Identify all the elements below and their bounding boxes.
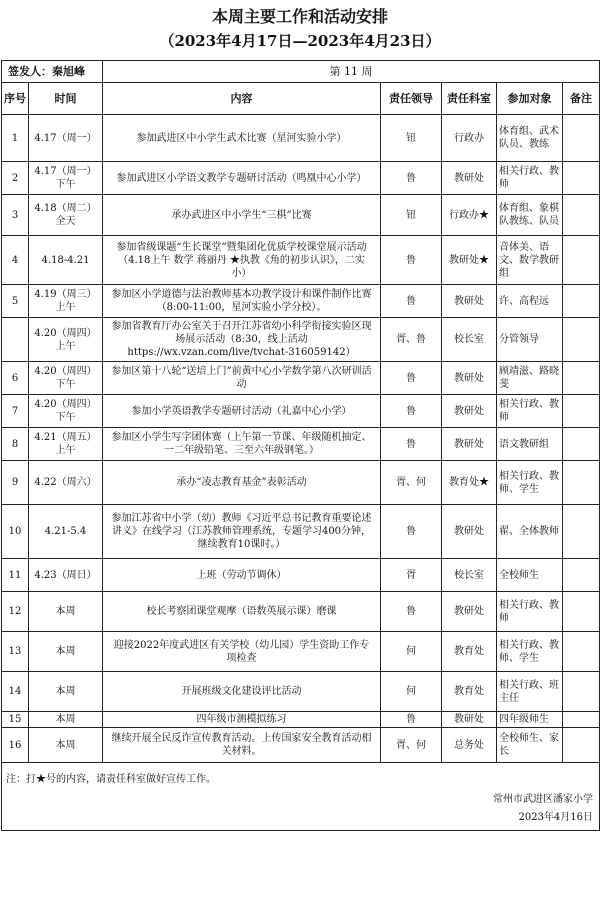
row-content: 参加区小学生写字团体赛（上午第一节课、年级随机抽定、一二年级铅笔、三至六年级钢笔。） [103, 428, 381, 461]
row-number: 4 [2, 236, 29, 285]
row-dept: 校长室 [442, 559, 497, 592]
table-row [2, 285, 600, 318]
row-attendees: 许、高程远 [497, 285, 563, 318]
row-leader: 何 [381, 672, 442, 712]
table-row [2, 236, 600, 285]
row-content: 参加武进区小学语文教学专题研讨活动（鸣凰中心小学） [103, 162, 381, 195]
row-content: 开展班级文化建设评比活动 [103, 672, 381, 712]
row-note [563, 395, 600, 428]
row-time: 本周 [29, 672, 103, 712]
header-note: 备注 [563, 83, 600, 115]
table-row [2, 162, 600, 195]
footer-row [2, 763, 600, 831]
row-content: 迎接2022年度武进区有关学校（幼儿园）学生资助工作专项检查 [103, 632, 381, 672]
row-content: 参加省教育厅办公室关于召开江苏省幼小科学衔接实验区现场展示活动（8:30，线上活动 https://wx.vzan.com/live/tvchat-316059142） [103, 318, 381, 362]
row-number: 8 [2, 428, 29, 461]
table-row [2, 712, 600, 728]
row-dept: 行政办 [442, 115, 497, 162]
row-note [563, 162, 600, 195]
row-attendees: 相关行政、教师 [497, 592, 563, 632]
row-time: 本周 [29, 632, 103, 672]
row-note [563, 362, 600, 395]
row-attendees: 相关行政、教师、学生 [497, 461, 563, 505]
row-leader: 胥 [381, 559, 442, 592]
row-note [563, 428, 600, 461]
sign-row [2, 61, 600, 83]
row-time: 4.20（周四）下午 [29, 395, 103, 428]
row-number: 10 [2, 505, 29, 559]
row-time: 本周 [29, 712, 103, 728]
row-time: 4.23（周日） [29, 559, 103, 592]
row-dept: 教研处 [442, 162, 497, 195]
row-attendees: 体育组、象棋队教练、队员 [497, 195, 563, 236]
row-leader: 胥、鲁 [381, 318, 442, 362]
row-content: 四年级市测模拟练习 [103, 712, 381, 728]
row-number: 2 [2, 162, 29, 195]
row-note [563, 712, 600, 728]
row-attendees: 体育组、武术队员、教练 [497, 115, 563, 162]
row-leader: 鲁 [381, 712, 442, 728]
row-note [563, 559, 600, 592]
row-dept: 教育处★ [442, 461, 497, 505]
table-row [2, 195, 600, 236]
header-attendees: 参加对象 [497, 83, 563, 115]
row-leader: 鲁 [381, 395, 442, 428]
row-dept: 教研处 [442, 712, 497, 728]
header-leader: 责任领导 [381, 83, 442, 115]
row-dept: 教研处 [442, 395, 497, 428]
row-leader: 鲁 [381, 162, 442, 195]
row-dept: 教育处 [442, 672, 497, 712]
row-time: 4.21（周五）上午 [29, 428, 103, 461]
row-number: 5 [2, 285, 29, 318]
header-no: 序号 [2, 83, 29, 115]
table-row [2, 672, 600, 712]
row-number: 12 [2, 592, 29, 632]
row-time: 本周 [29, 728, 103, 763]
row-attendees: 相关行政、教师、学生 [497, 632, 563, 672]
row-note [563, 195, 600, 236]
row-time: 4.20（周四）下午 [29, 362, 103, 395]
row-attendees: 顾靖滋、路晓斐 [497, 362, 563, 395]
row-attendees: 翟、全体教师 [497, 505, 563, 559]
row-number: 13 [2, 632, 29, 672]
row-note [563, 592, 600, 632]
school-name: 常州市武进区潘家小学 [493, 794, 594, 805]
row-attendees: 分管领导 [497, 318, 563, 362]
table-row [2, 728, 600, 763]
row-number: 15 [2, 712, 29, 728]
row-leader: 钮 [381, 195, 442, 236]
row-attendees: 全校师生 [497, 559, 563, 592]
header-dept: 责任科室 [442, 83, 497, 115]
table-row [2, 318, 600, 362]
row-time: 4.18（周二）全天 [29, 195, 103, 236]
row-number: 9 [2, 461, 29, 505]
row-attendees: 语文教研组 [497, 428, 563, 461]
row-time: 本周 [29, 592, 103, 632]
row-note [563, 285, 600, 318]
row-dept: 总务处 [442, 728, 497, 763]
row-leader: 鲁 [381, 592, 442, 632]
row-time: 4.18-4.21 [29, 236, 103, 285]
row-time: 4.21-5.4 [29, 505, 103, 559]
row-leader: 鲁 [381, 505, 442, 559]
row-leader: 鲁 [381, 236, 442, 285]
row-number: 7 [2, 395, 29, 428]
row-dept: 校长室 [442, 318, 497, 362]
row-content: 继续开展全民反诈宣传教育活动。上传国家安全教育活动相关材料。 [103, 728, 381, 763]
header-content: 内容 [103, 83, 381, 115]
row-number: 14 [2, 672, 29, 712]
week-number: 第 11 周 [103, 61, 600, 83]
row-note [563, 461, 600, 505]
row-time: 4.17（周一）下午 [29, 162, 103, 195]
row-number: 16 [2, 728, 29, 763]
row-content: 参加小学英语教学专题研讨活动（礼嘉中心小学） [103, 395, 381, 428]
row-content: 上班（劳动节调休） [103, 559, 381, 592]
row-attendees: 相关行政、教师 [497, 395, 563, 428]
row-dept: 教研处★ [442, 236, 497, 285]
row-note [563, 505, 600, 559]
row-time: 4.20（周四）上午 [29, 318, 103, 362]
row-note [563, 728, 600, 763]
document-subtitle: （2023年4月17日—2023年4月23日） [159, 32, 441, 50]
table-row [2, 592, 600, 632]
row-content: 承办武进区中小学生“三棋”比赛 [103, 195, 381, 236]
row-note [563, 236, 600, 285]
table-row [2, 505, 600, 559]
row-leader: 何 [381, 632, 442, 672]
row-attendees: 全校师生、家长 [497, 728, 563, 763]
row-attendees: 四年级师生 [497, 712, 563, 728]
row-leader: 鲁 [381, 362, 442, 395]
row-leader: 鲁 [381, 428, 442, 461]
row-note [563, 632, 600, 672]
table-row [2, 632, 600, 672]
row-attendees: 音体美、语文、数学教研组 [497, 236, 563, 285]
row-dept: 教育处 [442, 632, 497, 672]
row-dept: 教研处 [442, 285, 497, 318]
footer-cell [2, 763, 600, 831]
row-dept: 教研处 [442, 592, 497, 632]
table-row [2, 115, 600, 162]
table-row [2, 428, 600, 461]
row-attendees: 相关行政、班主任 [497, 672, 563, 712]
row-time: 4.19（周三）上午 [29, 285, 103, 318]
row-dept: 教研处 [442, 428, 497, 461]
row-content: 承办“凌志教育基金”表彰活动 [103, 461, 381, 505]
row-dept: 教研处 [442, 505, 497, 559]
row-content: 参加区小学道德与法治教师基本功教学设计和课件制作比赛（8:00-11:00，星河实验小学分校）。 [103, 285, 381, 318]
row-leader: 钮 [381, 115, 442, 162]
row-leader: 胥、何 [381, 728, 442, 763]
table-header-row [2, 83, 600, 115]
row-time: 4.17（周一） [29, 115, 103, 162]
row-number: 6 [2, 362, 29, 395]
row-dept: 行政办★ [442, 195, 497, 236]
document-title: 本周主要工作和活动安排 [211, 7, 388, 26]
row-note [563, 115, 600, 162]
row-leader: 胥、何 [381, 461, 442, 505]
issue-date: 2023年4月16日 [518, 812, 594, 823]
table-row [2, 362, 600, 395]
row-number: 1 [2, 115, 29, 162]
signer-label: 签发人：秦旭峰 [2, 61, 103, 83]
row-content: 校长考察团课堂观摩（语数英展示课）磨课 [103, 592, 381, 632]
row-leader: 鲁 [381, 285, 442, 318]
row-dept: 教研处 [442, 362, 497, 395]
row-time: 4.22（周六） [29, 461, 103, 505]
row-number [2, 318, 29, 362]
row-content: 参加区第十八轮“送培上门”前黄中心小学数学第八次研训活动 [103, 362, 381, 395]
row-number: 3 [2, 195, 29, 236]
row-content: 参加江苏省中小学（幼）教师《习近平总书记教育重要论述讲义》在线学习（江苏教师管理系统，专题学习400分钟，继续教育10课时。） [103, 505, 381, 559]
row-number: 11 [2, 559, 29, 592]
schedule-table [1, 60, 600, 831]
row-note [563, 672, 600, 712]
table-row [2, 461, 600, 505]
row-attendees: 相关行政、教师 [497, 162, 563, 195]
header-time: 时间 [29, 83, 103, 115]
row-content: 参加武进区中小学生武术比赛（星河实验小学） [103, 115, 381, 162]
table-row [2, 559, 600, 592]
row-content: 参加省级课题“生长课堂”暨集团化优质学校课堂展示活动（4.18上午 数学 蒋丽丹 ★执教《角的初步认识》，二实小） [103, 236, 381, 285]
table-row [2, 395, 600, 428]
row-note [563, 318, 600, 362]
footer-note: 注：打★号的内容，请责任科室做好宣传工作。 [6, 774, 216, 785]
